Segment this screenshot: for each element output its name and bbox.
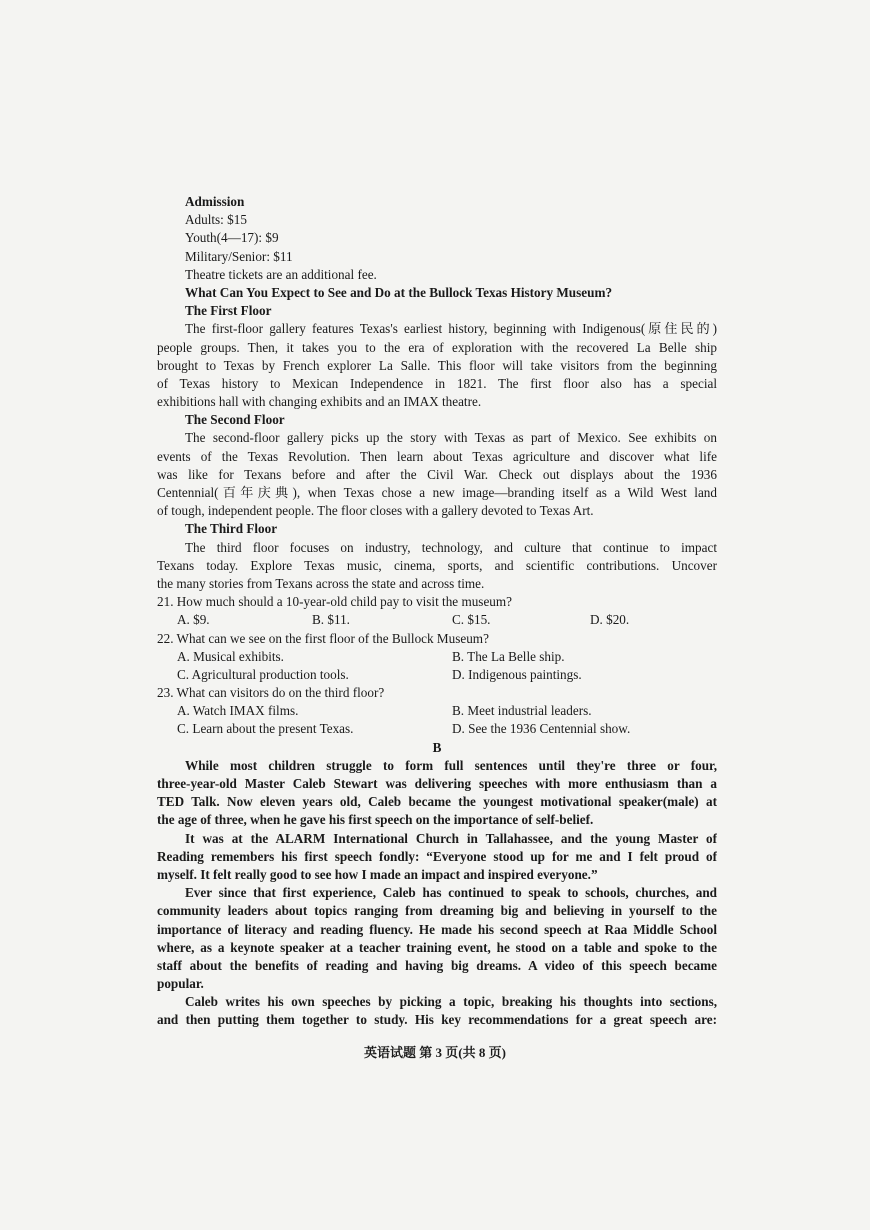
- q21-option-a: A. $9.: [177, 612, 210, 628]
- exam-page: [157, 193, 717, 1030]
- floor3-heading: The Third Floor: [185, 521, 278, 537]
- question-22-stem: 22. What can we see on the first floor of the Bullock Museum?: [157, 630, 489, 646]
- question-23-options-row1: [157, 702, 717, 720]
- passage-b-line: myself. It felt really good to see how I made an impact and inspired everyone.”: [157, 866, 598, 882]
- q22-option-a: A. Musical exhibits.: [177, 648, 284, 664]
- q21-option-b: B. $11.: [312, 612, 350, 628]
- floor2-line: was like for Texans before and after the Civil War. Check out displays about the 1936: [157, 466, 717, 482]
- floor1-heading: The First Floor: [185, 303, 272, 319]
- question-23-stem: 23. What can visitors do on the third floor?: [157, 685, 385, 701]
- passage-b-line: Reading remembers his first speech fondly: “Everyone stood up for me and I felt proud of: [157, 848, 717, 864]
- passage-b-line: popular.: [157, 976, 204, 992]
- question-22-options-row2: [157, 666, 717, 684]
- admission-heading: Admission: [185, 194, 245, 209]
- passage-b-label: B: [432, 739, 442, 755]
- passage-b-line: Caleb writes his own speeches by picking a topic, breaking his thoughts into sections,: [185, 994, 717, 1010]
- question-22-options-row1: [157, 648, 717, 666]
- floor1-line: The first-floor gallery features Texas's earliest history, beginning with Indigenous(原住民的): [185, 321, 717, 337]
- q21-option-d: D. $20.: [590, 612, 630, 628]
- q22-option-d: D. Indigenous paintings.: [452, 666, 582, 682]
- page-footer: 英语试题 第 3 页(共 8 页): [364, 1045, 506, 1060]
- admission-military: Military/Senior: $11: [185, 248, 293, 264]
- floor1-line: exhibitions hall with changing exhibits and an IMAX theatre.: [157, 394, 482, 410]
- q23-option-a: A. Watch IMAX films.: [177, 703, 299, 719]
- q23-option-d: D. See the 1936 Centennial show.: [452, 721, 631, 737]
- floor1-line: people groups. Then, it takes you to the era of exploration with the recovered La Belle ship: [157, 339, 717, 355]
- q21-option-c: C. $15.: [452, 612, 491, 628]
- floor2-heading: The Second Floor: [185, 412, 285, 428]
- admission-theatre-note: Theatre tickets are an additional fee.: [185, 266, 377, 282]
- passage-b-line: It was at the ALARM International Church in Tallahassee, and the young Master of: [185, 830, 717, 846]
- passage-b-line: Ever since that first experience, Caleb has continued to speak to schools, churches, and: [185, 885, 717, 901]
- question-23-options-row2: [157, 720, 717, 738]
- floor2-line: Centennial(百年庆典), when Texas chose a new image—branding itself as a Wild West land: [157, 485, 717, 500]
- passage-b-line: community leaders about topics ranging from dreaming big and believing in yourself to the: [157, 903, 717, 919]
- floor3-line: Texans today. Explore Texas music, cinema, sports, and scientific contributions. Uncover: [157, 557, 717, 573]
- q22-option-c: C. Agricultural production tools.: [177, 666, 349, 682]
- q22-option-b: B. The La Belle ship.: [452, 648, 565, 664]
- passage-b-line: staff about the benefits of reading and having big dreams. A video of this speech became: [157, 957, 717, 973]
- floor1-line: brought to Texas by French explorer La Salle. This floor will take visitors from the beginning: [157, 357, 717, 373]
- passage-b-line: TED Talk. Now eleven years old, Caleb became the youngest motivational speaker(male) at: [157, 794, 717, 810]
- passage-b-line: where, as a keynote speaker at a teacher training event, he stood on a table and spoke to the: [157, 939, 717, 955]
- floor3-line: the many stories from Texans across the state and across time.: [157, 575, 485, 591]
- question-21-stem: 21. How much should a 10-year-old child pay to visit the museum?: [157, 594, 512, 610]
- passage-b-line: and then putting them together to study. His key recommendations for a great speech are:: [157, 1012, 717, 1028]
- main-heading: What Can You Expect to See and Do at the Bullock Texas History Museum?: [185, 284, 613, 300]
- question-21-options: [157, 611, 717, 629]
- passage-b-line: importance of literacy and reading fluency. He made his second speech at Raa Middle School: [157, 921, 717, 937]
- floor1-line: of Texas history to Mexican Independence in 1821. The first floor also has a special: [157, 375, 717, 391]
- floor2-line: events of the Texas Revolution. Then learn about Texas agriculture and discover what life: [157, 448, 717, 464]
- floor2-line: The second-floor gallery picks up the story with Texas as part of Mexico. See exhibits on: [185, 430, 717, 446]
- passage-b-line: While most children struggle to form full sentences until they're three or four,: [185, 757, 717, 773]
- admission-adults: Adults: $15: [185, 212, 247, 228]
- passage-b-line: three-year-old Master Caleb Stewart was delivering speeches with more enthusiasm than a: [157, 776, 717, 791]
- floor3-line: The third floor focuses on industry, technology, and culture that continue to impact: [185, 539, 717, 555]
- q23-option-c: C. Learn about the present Texas.: [177, 721, 354, 737]
- q23-option-b: B. Meet industrial leaders.: [452, 703, 592, 719]
- floor2-line: of tough, independent people. The floor closes with a gallery devoted to Texas Art.: [157, 503, 594, 519]
- passage-b-line: the age of three, when he gave his first speech on the importance of self-belief.: [157, 812, 594, 828]
- admission-youth: Youth(4—17): $9: [185, 230, 279, 246]
